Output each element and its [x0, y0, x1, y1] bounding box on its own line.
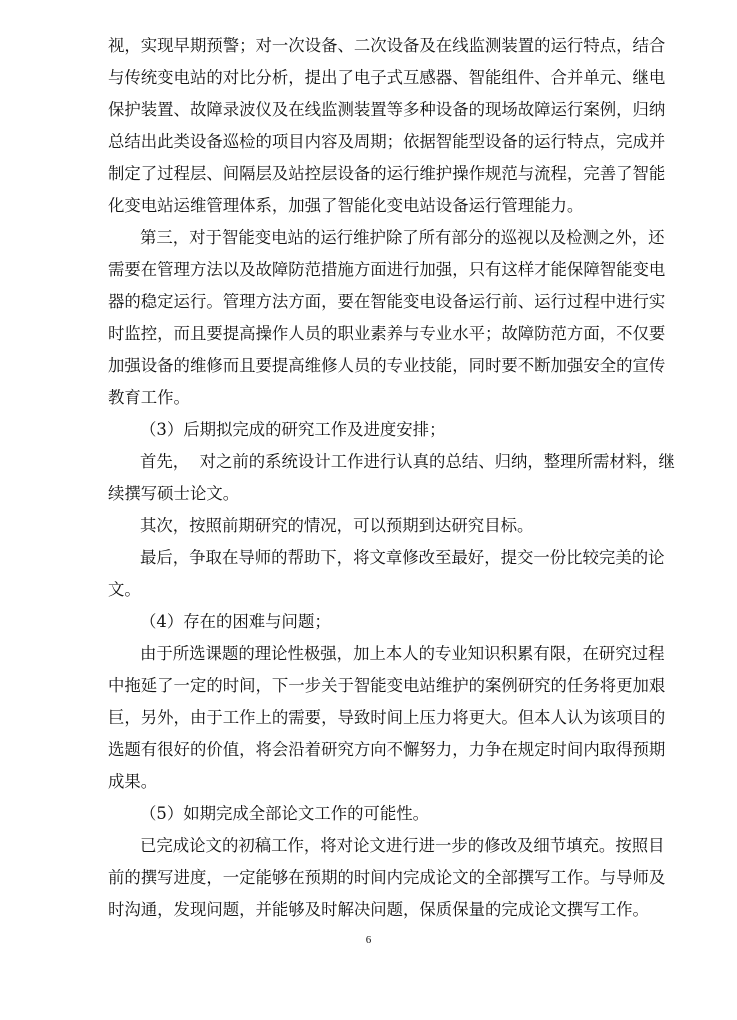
paragraph-p7	[108, 830, 666, 926]
text-line: 首先， 对之前的系统设计工作进行认真的总结、归纳，整理所需材料，继	[140, 452, 675, 471]
section-heading-5	[108, 798, 656, 830]
heading-line: （3）后期拟完成的研究工作及进度安排；	[140, 420, 446, 439]
text-line: 已完成论文的初稿工作，将对论文进行进一步的修改及细节填充。按照目	[140, 836, 665, 855]
text-line: 时沟通，发现问题，并能够及时解决问题，保质保量的完成论文撰写工作。	[108, 900, 649, 919]
text-line: 最后，争取在导师的帮助下，将文章修改至最好，提交一份比较完美的论	[140, 548, 665, 567]
text-line: 前的撰写进度，一定能够在预期的时间内完成论文的全部撰写工作。与导师及	[108, 868, 666, 887]
text-line: 其次，按照前期研究的情况，可以预期到达研究目标。	[140, 516, 534, 535]
text-line: 由于所选课题的理论性极强，加上本人的专业知识积累有限，在研究过程	[140, 644, 665, 663]
text-line: 化变电站运维管理体系，加强了智能化变电站设备运行管理能力。	[108, 196, 584, 215]
document-body	[108, 30, 675, 926]
text-line: 文。	[108, 580, 141, 599]
text-line: 总结出此类设备巡检的项目内容及周期；依据智能型设备的运行特点，完成并	[108, 132, 666, 151]
text-line: 选题有很好的价值，将会沿着研究方向不懈努力，力争在规定时间内取得预期	[108, 740, 666, 759]
paragraph-p6	[108, 638, 666, 798]
text-line: 需要在管理方法以及故障防范措施方面进行加强，只有这样才能保障智能变电	[108, 260, 666, 279]
text-line: 视，实现早期预警；对一次设备、二次设备及在线监测装置的运行特点，结合	[108, 36, 666, 55]
heading-line: （4）存在的困难与问题；	[140, 612, 331, 631]
heading-line: （5）如期完成全部论文工作的可能性。	[140, 804, 430, 823]
text-line: 续撰写硕士论文。	[108, 484, 240, 503]
text-line: 制定了过程层、间隔层及站控层设备的运行维护操作规范与流程，完善了智能	[108, 164, 666, 183]
page-number: 6	[365, 934, 372, 946]
text-line: 巨，另外，由于工作上的需要，导致时间上压力将更大。但本人认为该项目的	[108, 708, 666, 727]
text-line: 加强设备的维修而且要提高维修人员的专业技能，同时要不断加强安全的宣传	[108, 356, 666, 375]
text-line: 中拖延了一定的时间，下一步关于智能变电站维护的案例研究的任务将更加艰	[108, 676, 666, 695]
text-line: 保护装置、故障录波仪及在线监测装置等多种设备的现场故障运行案例，归纳	[108, 100, 666, 119]
text-line: 成果。	[108, 772, 158, 791]
text-line: 器的稳定运行。管理方法方面，要在智能变电设备运行前、运行过程中进行实	[108, 292, 666, 311]
paragraph-p2	[108, 222, 666, 414]
text-line: 时监控，而且要提高操作人员的职业素养与专业水平；故障防范方面，不仅要	[108, 324, 666, 343]
paragraph-p3	[108, 446, 675, 510]
text-line: 第三，对于智能变电站的运行维护除了所有部分的巡视以及检测之外，还	[140, 228, 665, 247]
text-line: 与传统变电站的对比分析，提出了电子式互感器、智能组件、合并单元、继电	[108, 68, 666, 87]
text-line: 教育工作。	[108, 388, 190, 407]
paragraph-p1	[108, 30, 666, 222]
section-heading-3	[108, 414, 656, 446]
paragraph-p5	[108, 542, 665, 606]
paragraph-p4	[108, 510, 656, 542]
section-heading-4	[108, 606, 656, 638]
